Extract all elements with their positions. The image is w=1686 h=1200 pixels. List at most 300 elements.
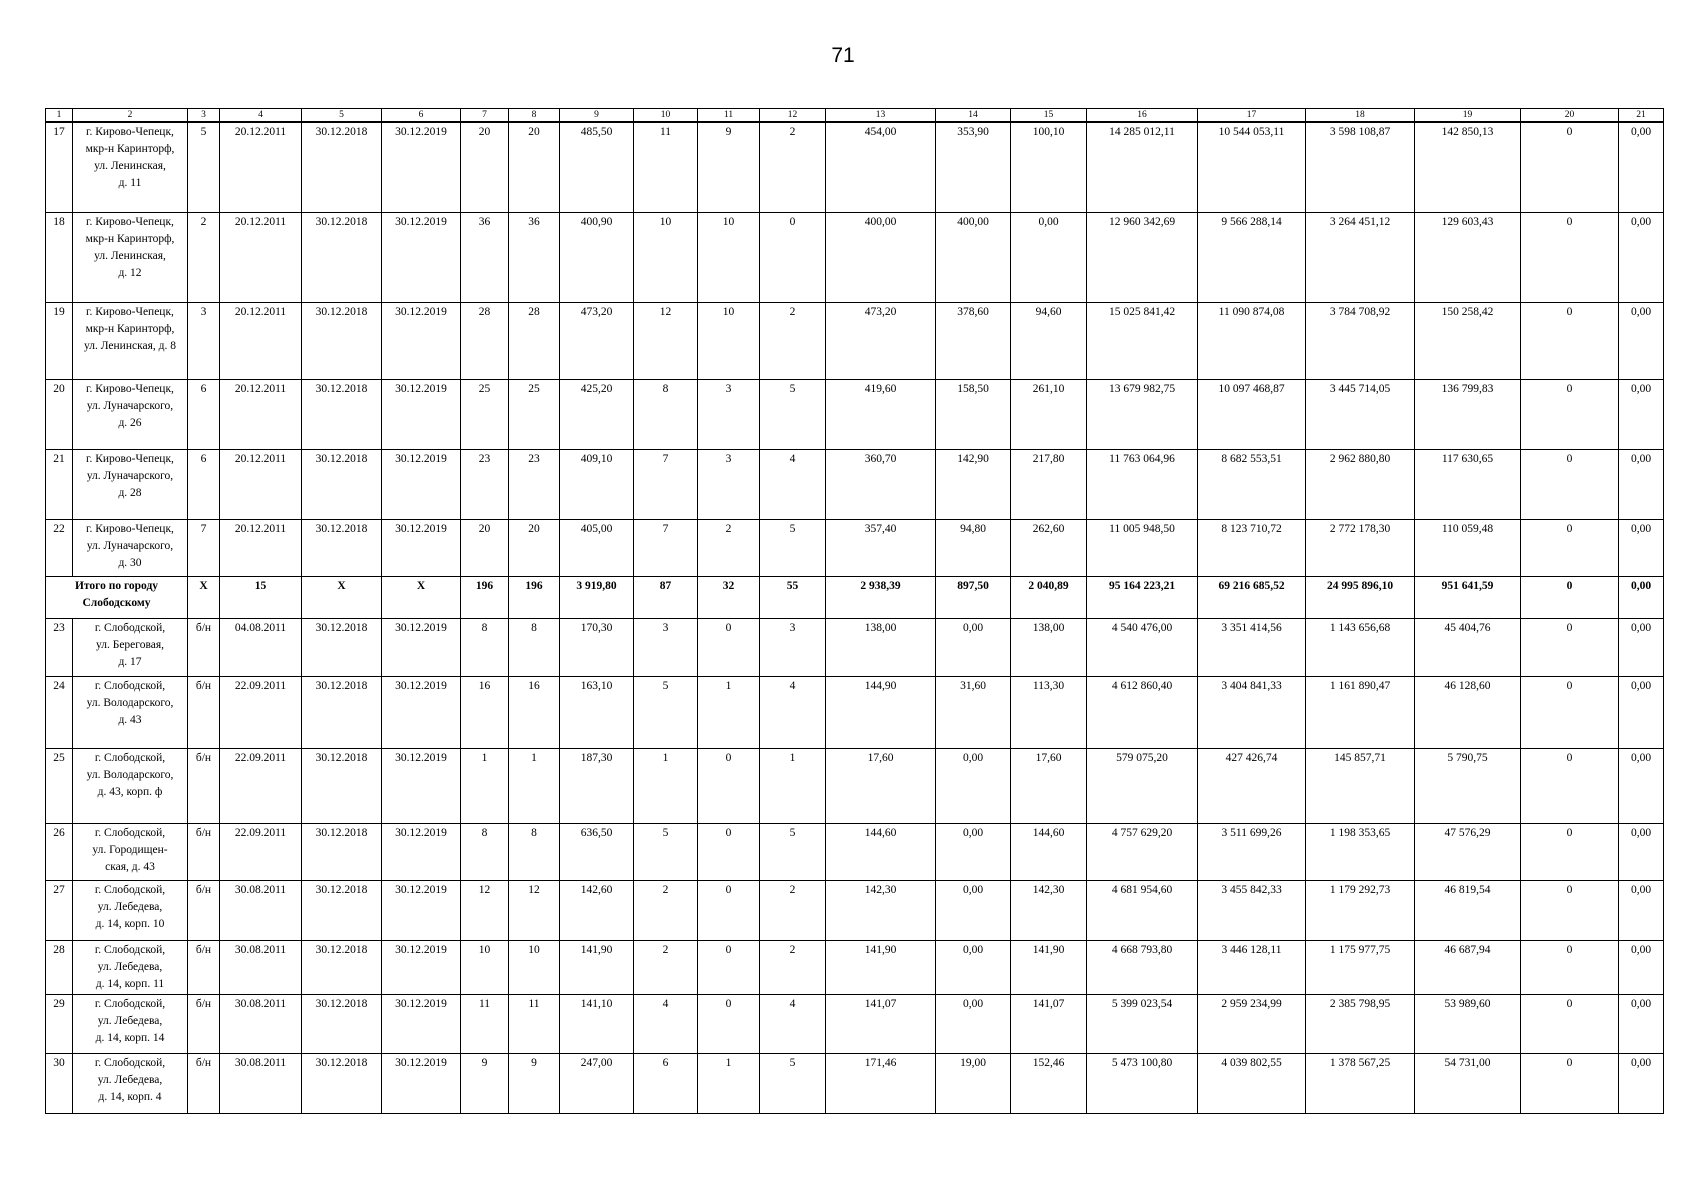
table-cell: 110 059,48 (1415, 519, 1521, 576)
table-cell: 30.08.2011 (220, 994, 302, 1053)
row-number: 20 (46, 379, 73, 449)
table-cell: 16 (461, 676, 509, 748)
column-header: 18 (1306, 109, 1415, 123)
table-cell: 30.12.2018 (302, 1053, 382, 1113)
row-number: 30 (46, 1053, 73, 1113)
table-row (46, 379, 1664, 449)
table-cell: 1 (461, 748, 509, 823)
table-cell: 0,00 (1619, 122, 1664, 212)
table-cell: 30.12.2019 (382, 880, 461, 940)
table-cell: 20.12.2011 (220, 449, 302, 519)
table-cell: 22.09.2011 (220, 748, 302, 823)
total-cell: 0 (1521, 576, 1619, 618)
table-cell: 9 566 288,14 (1198, 212, 1306, 302)
address-cell: г. Кирово-Чепецк, мкр-н Каринторф, ул. Ленинская, д. 8 (73, 302, 188, 379)
table-cell: 10 (634, 212, 698, 302)
table-cell: 0 (698, 618, 760, 676)
table-cell: 30.08.2011 (220, 1053, 302, 1113)
total-cell: Х (188, 576, 220, 618)
table-cell: 28 (461, 302, 509, 379)
table-cell: 2 (634, 940, 698, 994)
table-cell: 23 (461, 449, 509, 519)
table-cell: 8 (461, 618, 509, 676)
table-cell: 20 (461, 122, 509, 212)
address-cell: г. Слободской, ул. Володарского, д. 43, корп. ф (73, 748, 188, 823)
table-cell: 20.12.2011 (220, 122, 302, 212)
row-number: 21 (46, 449, 73, 519)
column-header: 13 (826, 109, 936, 123)
table-cell: 5 (760, 823, 826, 880)
row-number: 26 (46, 823, 73, 880)
table-cell: 141,90 (560, 940, 634, 994)
table-cell: 30.12.2018 (302, 302, 382, 379)
table-cell: 3 (634, 618, 698, 676)
row-number: 17 (46, 122, 73, 212)
table-cell: 10 (461, 940, 509, 994)
column-header: 19 (1415, 109, 1521, 123)
address-cell: г. Слободской, ул. Володарского, д. 43 (73, 676, 188, 748)
table-cell: 19,00 (936, 1053, 1011, 1113)
total-row (46, 576, 1664, 618)
table-row (46, 122, 1664, 212)
table-cell: 3 445 714,05 (1306, 379, 1415, 449)
total-cell: 15 (220, 576, 302, 618)
table-cell: 163,10 (560, 676, 634, 748)
table-cell: 15 025 841,42 (1087, 302, 1198, 379)
address-cell: г. Кирово-Чепецк, мкр-н Каринторф, ул. Ленинская, д. 12 (73, 212, 188, 302)
table-cell: 0,00 (936, 823, 1011, 880)
table-cell: 30.12.2019 (382, 122, 461, 212)
table-cell: 0 (760, 212, 826, 302)
row-number: 19 (46, 302, 73, 379)
table-cell: 0 (698, 748, 760, 823)
table-cell: 94,80 (936, 519, 1011, 576)
table-cell: 25 (509, 379, 560, 449)
table-cell: 0,00 (1011, 212, 1087, 302)
table-cell: 5 399 023,54 (1087, 994, 1198, 1053)
table-cell: 2 772 178,30 (1306, 519, 1415, 576)
table-cell: 3 598 108,87 (1306, 122, 1415, 212)
table-cell: 53 989,60 (1415, 994, 1521, 1053)
table-cell: 141,07 (826, 994, 936, 1053)
table-cell: 6 (188, 379, 220, 449)
table-cell: 4 668 793,80 (1087, 940, 1198, 994)
table-cell: 144,60 (826, 823, 936, 880)
table-cell: 142,30 (1011, 880, 1087, 940)
table-cell: 4 (760, 676, 826, 748)
table-cell: 187,30 (560, 748, 634, 823)
table-cell: 4 540 476,00 (1087, 618, 1198, 676)
table-cell: 1 175 977,75 (1306, 940, 1415, 994)
table-cell: 0 (1521, 748, 1619, 823)
table-cell: б/н (188, 823, 220, 880)
table-cell: 579 075,20 (1087, 748, 1198, 823)
table-cell: 2 (760, 302, 826, 379)
table-cell: 8 682 553,51 (1198, 449, 1306, 519)
table-cell: 636,50 (560, 823, 634, 880)
table-cell: 217,80 (1011, 449, 1087, 519)
table-cell: 11 (634, 122, 698, 212)
address-cell: г. Слободской, ул. Лебедева, д. 14, корп. 4 (73, 1053, 188, 1113)
table-cell: 10 (698, 302, 760, 379)
table-row (46, 676, 1664, 748)
table-cell: 454,00 (826, 122, 936, 212)
table-cell: б/н (188, 1053, 220, 1113)
table-cell: 9 (509, 1053, 560, 1113)
table-cell: 0 (698, 823, 760, 880)
register-table (45, 108, 1664, 1114)
table-cell: 0 (1521, 212, 1619, 302)
table-row (46, 823, 1664, 880)
table-cell: 2 959 234,99 (1198, 994, 1306, 1053)
column-header: 8 (509, 109, 560, 123)
table-cell: 17,60 (826, 748, 936, 823)
table-cell: 2 962 880,80 (1306, 449, 1415, 519)
table-cell: 1 378 567,25 (1306, 1053, 1415, 1113)
column-header: 11 (698, 109, 760, 123)
table-cell: 9 (461, 1053, 509, 1113)
table-cell: 11 763 064,96 (1087, 449, 1198, 519)
total-cell: 87 (634, 576, 698, 618)
table-row (46, 748, 1664, 823)
table-cell: 20.12.2011 (220, 212, 302, 302)
table-cell: 30.12.2019 (382, 449, 461, 519)
table-cell: 0 (1521, 379, 1619, 449)
table-cell: 1 143 656,68 (1306, 618, 1415, 676)
table-cell: 0,00 (1619, 880, 1664, 940)
table-cell: 0 (698, 880, 760, 940)
table-cell: 4 757 629,20 (1087, 823, 1198, 880)
table-cell: 11 (461, 994, 509, 1053)
table-cell: 152,46 (1011, 1053, 1087, 1113)
table-cell: 0,00 (1619, 823, 1664, 880)
address-cell: г. Слободской, ул. Лебедева, д. 14, корп. 11 (73, 940, 188, 994)
table-cell: 0 (1521, 519, 1619, 576)
table-cell: 20.12.2011 (220, 302, 302, 379)
row-number: 24 (46, 676, 73, 748)
table-cell: 30.12.2018 (302, 940, 382, 994)
table-cell: 4 (634, 994, 698, 1053)
table-cell: 360,70 (826, 449, 936, 519)
table-cell: 12 (461, 880, 509, 940)
table-cell: 1 198 353,65 (1306, 823, 1415, 880)
table-cell: 3 784 708,92 (1306, 302, 1415, 379)
table-row (46, 302, 1664, 379)
table-cell: 6 (634, 1053, 698, 1113)
table-cell: 150 258,42 (1415, 302, 1521, 379)
table-cell: б/н (188, 940, 220, 994)
table-cell: 14 285 012,11 (1087, 122, 1198, 212)
table-cell: 12 (634, 302, 698, 379)
column-number-row (46, 109, 1664, 123)
table-cell: 419,60 (826, 379, 936, 449)
table-cell: 473,20 (826, 302, 936, 379)
row-number: 27 (46, 880, 73, 940)
table-cell: 425,20 (560, 379, 634, 449)
total-cell: 3 919,80 (560, 576, 634, 618)
table-cell: 1 (634, 748, 698, 823)
total-cell: 55 (760, 576, 826, 618)
table-cell: 5 473 100,80 (1087, 1053, 1198, 1113)
table-cell: 11 090 874,08 (1198, 302, 1306, 379)
table-row (46, 212, 1664, 302)
table-cell: 1 (760, 748, 826, 823)
table-cell: 30.12.2018 (302, 212, 382, 302)
table-cell: 400,00 (826, 212, 936, 302)
table-cell: 0,00 (1619, 212, 1664, 302)
column-header: 9 (560, 109, 634, 123)
table-cell: 7 (634, 519, 698, 576)
row-number: 29 (46, 994, 73, 1053)
table-cell: 5 790,75 (1415, 748, 1521, 823)
table-cell: 142 850,13 (1415, 122, 1521, 212)
table-cell: 353,90 (936, 122, 1011, 212)
table-cell: 144,90 (826, 676, 936, 748)
table-cell: 10 (698, 212, 760, 302)
column-header: 1 (46, 109, 73, 123)
table-cell: 28 (509, 302, 560, 379)
table-cell: б/н (188, 676, 220, 748)
address-cell: г. Кирово-Чепецк, ул. Луначарского, д. 26 (73, 379, 188, 449)
table-cell: 145 857,71 (1306, 748, 1415, 823)
table-cell: б/н (188, 618, 220, 676)
column-header: 10 (634, 109, 698, 123)
table-cell: 0 (1521, 676, 1619, 748)
page-number: 71 (831, 44, 855, 67)
table-cell: 7 (634, 449, 698, 519)
table-cell: б/н (188, 994, 220, 1053)
table-cell: 30.12.2019 (382, 940, 461, 994)
column-header: 2 (73, 109, 188, 123)
table-cell: 1 (698, 1053, 760, 1113)
table-cell: 0,00 (936, 994, 1011, 1053)
table-cell: 136 799,83 (1415, 379, 1521, 449)
table-cell: 0 (1521, 449, 1619, 519)
table-cell: 17,60 (1011, 748, 1087, 823)
table-cell: 0 (1521, 940, 1619, 994)
table-cell: 12 960 342,69 (1087, 212, 1198, 302)
table-cell: 20.12.2011 (220, 379, 302, 449)
table-cell: 138,00 (826, 618, 936, 676)
table-cell: 8 (634, 379, 698, 449)
table-cell: 0 (1521, 823, 1619, 880)
column-header: 3 (188, 109, 220, 123)
table-cell: 485,50 (560, 122, 634, 212)
table-cell: 3 446 128,11 (1198, 940, 1306, 994)
table-cell: 36 (461, 212, 509, 302)
table-cell: 30.12.2019 (382, 748, 461, 823)
table-cell: 13 679 982,75 (1087, 379, 1198, 449)
table-cell: 473,20 (560, 302, 634, 379)
table-cell: 0,00 (1619, 618, 1664, 676)
table-cell: 30.12.2018 (302, 122, 382, 212)
table-cell: 0,00 (1619, 676, 1664, 748)
table-cell: 2 385 798,95 (1306, 994, 1415, 1053)
table-cell: 0 (698, 994, 760, 1053)
total-cell: 196 (461, 576, 509, 618)
table-cell: 117 630,65 (1415, 449, 1521, 519)
table-cell: 30.12.2019 (382, 212, 461, 302)
table-cell: 0,00 (1619, 519, 1664, 576)
table-cell: 0,00 (1619, 1053, 1664, 1113)
table-cell: 0 (1521, 302, 1619, 379)
table-cell: 47 576,29 (1415, 823, 1521, 880)
table-cell: 8 (509, 618, 560, 676)
table-cell: 30.08.2011 (220, 940, 302, 994)
table-cell: 10 544 053,11 (1198, 122, 1306, 212)
table-cell: 30.12.2019 (382, 994, 461, 1053)
table-cell: 138,00 (1011, 618, 1087, 676)
table-cell: 5 (634, 823, 698, 880)
address-cell: г. Кирово-Чепецк, мкр-н Каринторф, ул. Ленинская, д. 11 (73, 122, 188, 212)
table-cell: 4 681 954,60 (1087, 880, 1198, 940)
table-cell: 10 (509, 940, 560, 994)
table-cell: 0,00 (936, 748, 1011, 823)
table-cell: 100,10 (1011, 122, 1087, 212)
table-cell: 3 511 699,26 (1198, 823, 1306, 880)
table-cell: 5 (760, 1053, 826, 1113)
total-cell: 24 995 896,10 (1306, 576, 1415, 618)
table-cell: 54 731,00 (1415, 1053, 1521, 1113)
table-cell: 0 (1521, 1053, 1619, 1113)
table-cell: 22.09.2011 (220, 823, 302, 880)
table-cell: 400,90 (560, 212, 634, 302)
address-cell: г. Кирово-Чепецк, ул. Луначарского, д. 28 (73, 449, 188, 519)
table-cell: 171,46 (826, 1053, 936, 1113)
table-cell: 0 (698, 940, 760, 994)
table-cell: 0,00 (1619, 994, 1664, 1053)
table-cell: 5 (188, 122, 220, 212)
column-header: 15 (1011, 109, 1087, 123)
table-cell: 378,60 (936, 302, 1011, 379)
table-cell: 30.12.2019 (382, 1053, 461, 1113)
table-cell: 0 (1521, 880, 1619, 940)
table-row (46, 940, 1664, 994)
total-cell: Х (302, 576, 382, 618)
address-cell: г. Слободской, ул. Городищен- ская, д. 43 (73, 823, 188, 880)
table-cell: 5 (760, 379, 826, 449)
table-row (46, 994, 1664, 1053)
table-cell: 10 097 468,87 (1198, 379, 1306, 449)
table-cell: 3 264 451,12 (1306, 212, 1415, 302)
table-cell: 0,00 (1619, 940, 1664, 994)
table-row (46, 880, 1664, 940)
table-cell: 113,30 (1011, 676, 1087, 748)
column-header: 14 (936, 109, 1011, 123)
table-cell: 46 128,60 (1415, 676, 1521, 748)
table-cell: 30.12.2018 (302, 379, 382, 449)
row-number: 23 (46, 618, 73, 676)
table-cell: 0 (1521, 122, 1619, 212)
table-cell: 7 (188, 519, 220, 576)
table-cell: 30.12.2019 (382, 676, 461, 748)
table-cell: 3 (760, 618, 826, 676)
table-cell: 0 (1521, 618, 1619, 676)
table-cell: 357,40 (826, 519, 936, 576)
total-cell: 95 164 223,21 (1087, 576, 1198, 618)
table-cell: 4 (760, 994, 826, 1053)
table-cell: 11 005 948,50 (1087, 519, 1198, 576)
table-cell: 141,90 (1011, 940, 1087, 994)
table-cell: 3 (698, 449, 760, 519)
table-cell: 0,00 (936, 618, 1011, 676)
table-cell: 23 (509, 449, 560, 519)
table-cell: 6 (188, 449, 220, 519)
table-cell: 4 612 860,40 (1087, 676, 1198, 748)
table-cell: 2 (760, 940, 826, 994)
address-cell: г. Слободской, ул. Лебедева, д. 14, корп. 10 (73, 880, 188, 940)
table-cell: 0,00 (1619, 449, 1664, 519)
table-cell: 30.12.2019 (382, 302, 461, 379)
table-cell: 158,50 (936, 379, 1011, 449)
table-cell: б/н (188, 748, 220, 823)
table-cell: 2 (698, 519, 760, 576)
row-number: 22 (46, 519, 73, 576)
table-cell: 0,00 (1619, 379, 1664, 449)
table-cell: 427 426,74 (1198, 748, 1306, 823)
table-cell: 12 (509, 880, 560, 940)
total-cell: 951 641,59 (1415, 576, 1521, 618)
table-cell: 46 687,94 (1415, 940, 1521, 994)
table-cell: 141,07 (1011, 994, 1087, 1053)
table-cell: 94,60 (1011, 302, 1087, 379)
table-cell: 3 351 414,56 (1198, 618, 1306, 676)
table-cell: 04.08.2011 (220, 618, 302, 676)
column-header: 6 (382, 109, 461, 123)
table-cell: 142,90 (936, 449, 1011, 519)
total-cell: 2 040,89 (1011, 576, 1087, 618)
table-cell: 30.08.2011 (220, 880, 302, 940)
table-cell: 30.12.2018 (302, 994, 382, 1053)
table-cell: 20 (509, 122, 560, 212)
table-cell: 1 (698, 676, 760, 748)
total-cell: 32 (698, 576, 760, 618)
table-row (46, 1053, 1664, 1113)
total-cell: 69 216 685,52 (1198, 576, 1306, 618)
total-cell: 0,00 (1619, 576, 1664, 618)
table-cell: 1 (509, 748, 560, 823)
table-cell: 1 179 292,73 (1306, 880, 1415, 940)
table-cell: б/н (188, 880, 220, 940)
table-cell: 30.12.2018 (302, 618, 382, 676)
total-cell: 2 938,39 (826, 576, 936, 618)
table-cell: 16 (509, 676, 560, 748)
column-header: 12 (760, 109, 826, 123)
table-cell: 30.12.2019 (382, 519, 461, 576)
column-header: 5 (302, 109, 382, 123)
table-cell: 8 (509, 823, 560, 880)
table-cell: 8 (461, 823, 509, 880)
table-cell: 30.12.2018 (302, 519, 382, 576)
table-cell: 2 (634, 880, 698, 940)
table-cell: 36 (509, 212, 560, 302)
table-cell: 261,10 (1011, 379, 1087, 449)
table-cell: 400,00 (936, 212, 1011, 302)
table-cell: 247,00 (560, 1053, 634, 1113)
table-cell: 11 (509, 994, 560, 1053)
table-row (46, 449, 1664, 519)
table-cell: 409,10 (560, 449, 634, 519)
table-row (46, 618, 1664, 676)
column-header: 4 (220, 109, 302, 123)
table-cell: 30.12.2019 (382, 379, 461, 449)
total-cell: Х (382, 576, 461, 618)
table-cell: 1 161 890,47 (1306, 676, 1415, 748)
column-header: 16 (1087, 109, 1198, 123)
row-number: 25 (46, 748, 73, 823)
table-cell: 20 (461, 519, 509, 576)
table-cell: 262,60 (1011, 519, 1087, 576)
